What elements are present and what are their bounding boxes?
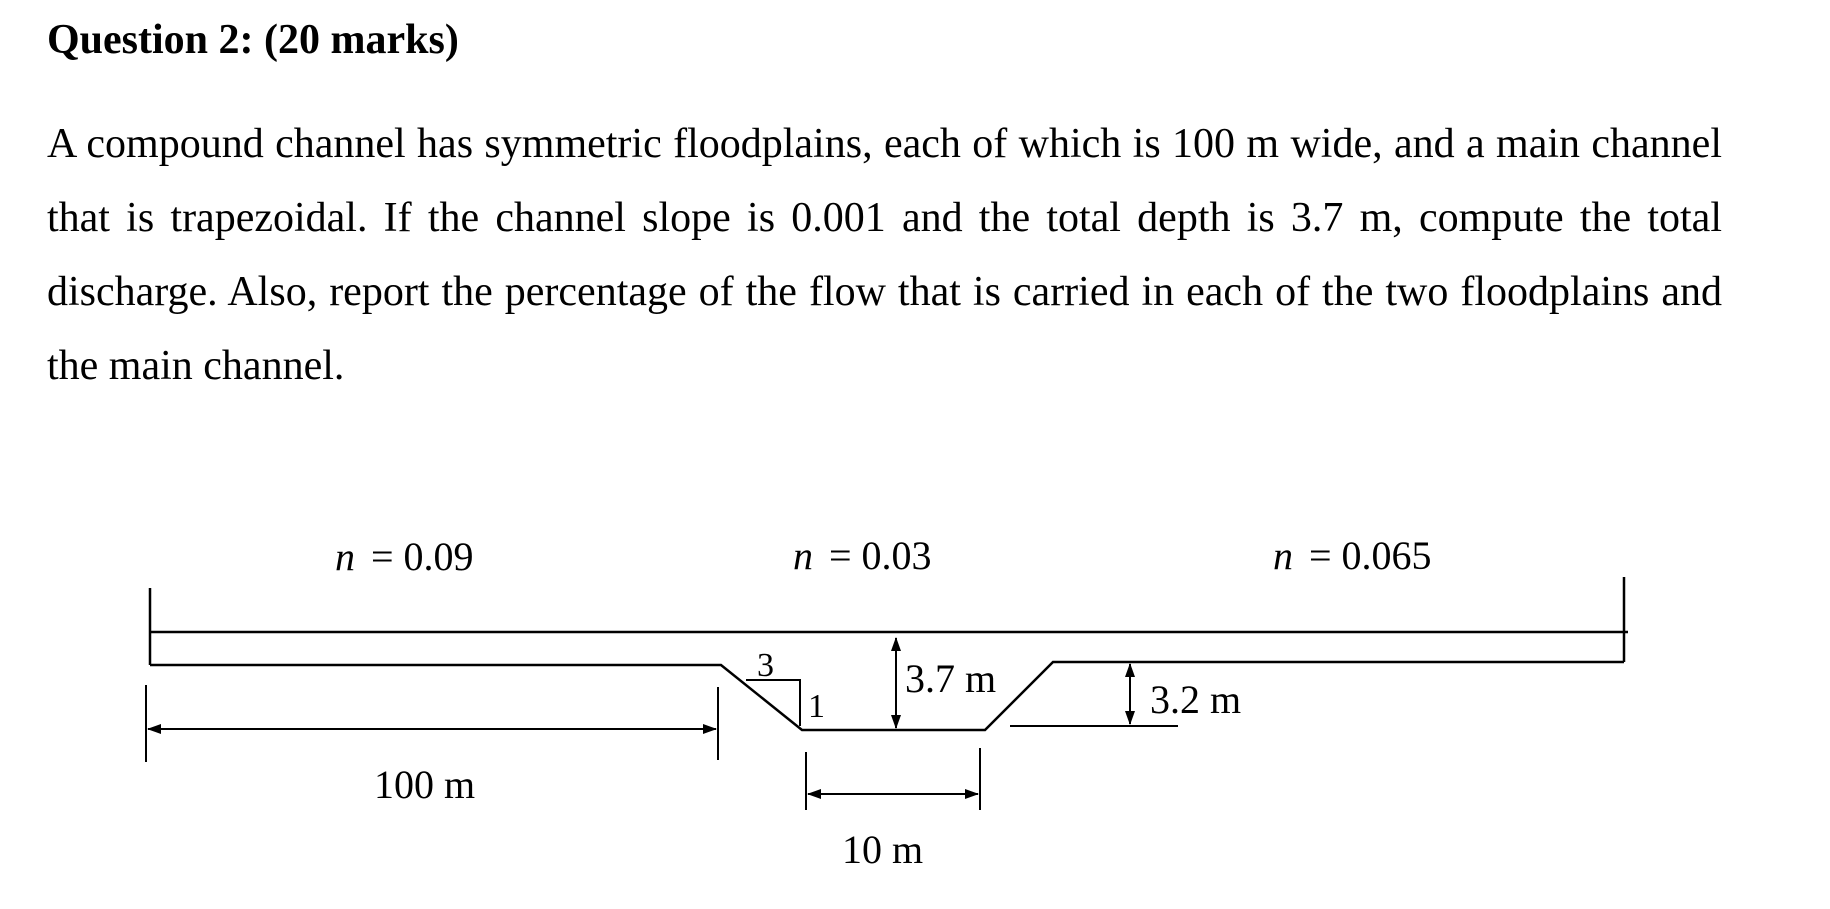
- side-slope-vertical-label: 1: [808, 688, 825, 725]
- channel-bed-profile: [150, 662, 1624, 730]
- question-text: A compound channel has symmetric floodplains, each of which is 100 m wide, and a main channel that is trapezoidal. If the channel slope is 0.001 and the total depth is 3.7 m, compute the total discharge. Also, report the percentage of the flow that is carried in each of the two floodplains and the main channel.: [47, 121, 1722, 389]
- right-floodplain-roughness-label: n = 0.065: [1273, 533, 1432, 578]
- side-slope-triangle: [746, 680, 800, 726]
- main-channel-depth-label: 3.2 m: [1150, 677, 1242, 722]
- total-depth-label: 3.7 m: [905, 656, 997, 701]
- left-floodplain-roughness-label: n = 0.09: [335, 534, 474, 579]
- main-channel-roughness-label: n = 0.03: [793, 533, 932, 578]
- channel-cross-section-figure: [0, 500, 1830, 900]
- question-heading: Question 2: (20 marks): [47, 17, 459, 63]
- side-slope-horizontal-label: 3: [757, 647, 774, 684]
- floodplain-width-label: 100 m: [374, 762, 476, 807]
- bottom-width-label: 10 m: [842, 827, 924, 872]
